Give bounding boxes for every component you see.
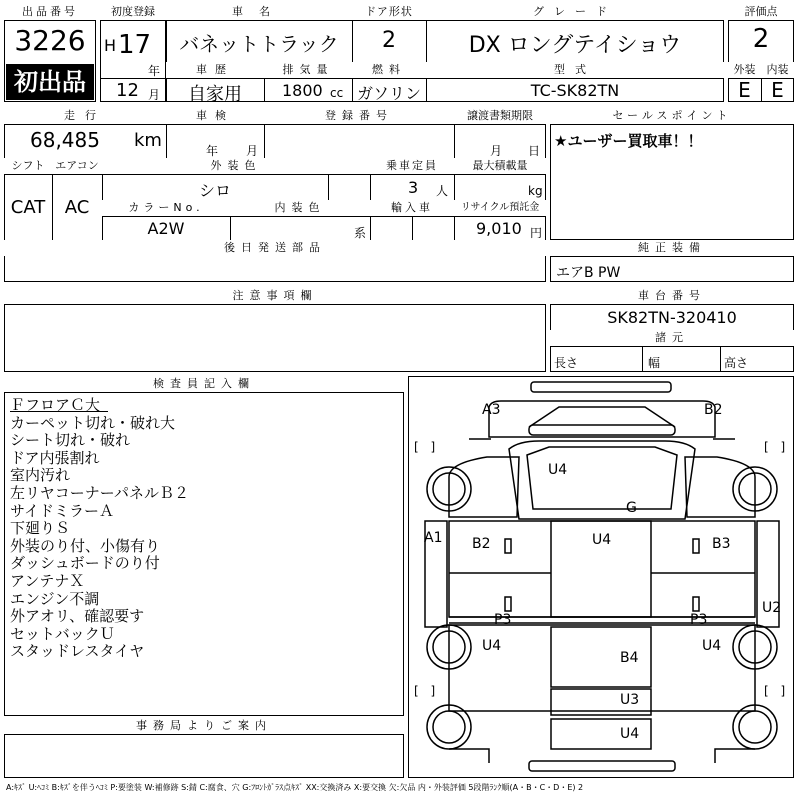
grade-value: DX ロングテイショウ [468, 33, 682, 58]
inspector-note-line: 左リヤコーナーパネルＢ２ [10, 484, 189, 502]
sales-point-box [550, 108, 794, 240]
car-name-label: 車名 [166, 4, 352, 20]
interior-value: E [771, 78, 784, 102]
mark-p3-right: P3 [690, 612, 708, 628]
inspection-year-unit: 年 [206, 144, 219, 158]
mark-g-windshield: G [626, 500, 637, 516]
inspector-note-line: ドア内張割れ [10, 448, 100, 467]
displacement-label: 排気量 [264, 62, 352, 78]
mark-u2-right-side: U2 [762, 600, 782, 616]
mark-b2-front-right: B2 [704, 402, 723, 418]
mark-p3-left: P3 [494, 612, 512, 628]
inspection-label: 車検 [166, 108, 264, 124]
door-label: ドア形状 [352, 4, 426, 20]
inspector-note-line: シート切れ・破れ [10, 431, 131, 450]
int-color-label: 内装色 [230, 200, 370, 216]
inspector-note-line: 外アオリ、確認要す [10, 607, 145, 626]
first-reg-label: 初度登録 [100, 4, 166, 20]
inspector-note-line: スタッドレスタイヤ [10, 642, 145, 661]
recycle-value: 9,010 [476, 219, 522, 238]
genuine-label: 純正装備 [550, 240, 794, 256]
ext-color-value: シロ [198, 181, 231, 200]
height-label: 高さ [724, 356, 749, 370]
exterior-value: E [738, 78, 751, 102]
transfer-label: 譲渡書類期限 [454, 108, 546, 124]
interior-label: 内装 [761, 62, 794, 78]
office-label: 事務局よりご案内 [4, 718, 404, 734]
bracket-right-top: [ ] [764, 440, 786, 454]
lot-number: 3226 [14, 24, 86, 57]
ac-value: AC [64, 197, 90, 218]
sales-point-text: ★ユーザー買取車！！ [554, 132, 703, 150]
mark-b2-left-bed: B2 [472, 536, 491, 552]
genuine-text: エアB PW [556, 265, 621, 281]
int-color-unit: 系 [354, 226, 367, 240]
inspector-note-line: セットバックＵ [10, 624, 115, 643]
load-label: 最大積載量 [454, 158, 546, 174]
legend-text: A:ｷｽﾞ U:ﾍｺﾐ B:ｷｽﾞを伴うﾍｺﾐ P:要塗装 W:補修跡 S:錆 C:腐食、穴 G:ﾌﾛﾝﾄｶﾞﾗｽ点ｷｽﾞ XX:交換済み X:要交換 欠:欠品 内・外装評価 5段階ﾗﾝｸ順(A・B・C・D・E) 2 [6, 783, 584, 792]
later-parts-label: 後日発送部品 [4, 240, 546, 256]
inspector-note-line: サイドミラーＡ [10, 501, 114, 520]
first-listing-badge: 初出品 [6, 64, 94, 100]
recycle-unit: 円 [530, 226, 543, 240]
displacement-unit: cc [330, 86, 344, 100]
capacity-unit: 人 [436, 184, 449, 198]
notes-label: 注意事項欄 [4, 288, 546, 304]
mark-u4-rear-right: U4 [702, 638, 722, 654]
first-reg-year: 17 [118, 30, 152, 60]
mark-b4-rear-bed: B4 [620, 650, 639, 666]
inspector-note-line: エンジン不調 [10, 589, 100, 608]
bracket-left-top: [ ] [414, 440, 436, 454]
damage-diagram [408, 376, 794, 778]
length-label: 長さ [554, 356, 579, 370]
mileage-label: 走行 [4, 108, 166, 124]
inspector-note-line: 外装のり付、小傷有り [10, 536, 161, 555]
mark-u4-cab: U4 [548, 462, 568, 478]
inspector-note-line: アンテナＸ [10, 572, 85, 590]
inspection-month-unit: 月 [246, 144, 259, 158]
load-unit: kg [528, 184, 543, 198]
mark-a1-left-side: A1 [424, 530, 443, 546]
history-value: 自家用 [188, 84, 242, 105]
mark-b3-right-bed: B3 [712, 536, 731, 552]
model-value: TC-SK82TN [530, 81, 620, 100]
inspector-note-line: 室内汚れ [10, 466, 71, 485]
mark-u3-rear-panel: U3 [620, 692, 640, 708]
chassis-value: SK82TN-320410 [607, 308, 737, 327]
bracket-left-bottom: [ ] [414, 684, 436, 698]
mileage-unit: km [134, 130, 162, 151]
import-label: 輸入車 [370, 200, 454, 216]
door-value: 2 [382, 28, 396, 53]
inspector-note-line: 下廻りＳ [10, 519, 71, 538]
fuel-label: 燃料 [352, 62, 426, 78]
ext-color-label: 外装色 [102, 158, 370, 174]
shift-value: CAT [10, 197, 46, 218]
first-reg-month: 12 [116, 80, 139, 101]
grade-label: グレード [426, 4, 724, 20]
month-unit: 月 [148, 88, 161, 102]
car-name: バネットトラック [179, 32, 339, 56]
capacity-label: 乗車定員 [370, 158, 454, 174]
dims-label: 諸元 [550, 330, 794, 346]
model-label: 型式 [426, 62, 724, 78]
truck-top-view-diagram [409, 377, 795, 779]
mileage-value: 68,485 [30, 128, 100, 152]
transfer-day-unit: 日 [528, 144, 541, 158]
history-label: 車歴 [166, 62, 264, 78]
inspector-note-line: ＦフロアＣ大 [10, 396, 101, 414]
plate-label: 登録番号 [264, 108, 454, 124]
score-label: 評価点 [728, 4, 794, 20]
bracket-right-bottom: [ ] [764, 684, 786, 698]
width-label: 幅 [648, 356, 661, 370]
era: H [104, 36, 117, 55]
chassis-label: 車台番号 [550, 288, 794, 304]
mark-a3-front-left: A3 [482, 402, 501, 418]
later-parts-box [4, 256, 546, 282]
inspector-note-line: ダッシュボードのり付 [10, 554, 160, 573]
inspector-note-line: カーペット切れ・破れ大 [10, 413, 176, 432]
mark-u4-rear-bumper: U4 [620, 726, 640, 742]
shift-label: シフト [4, 158, 52, 174]
mark-u4-bed: U4 [592, 532, 612, 548]
displacement-value: 1800 [282, 81, 323, 100]
fuel-value: ガソリン [356, 84, 421, 103]
lot-label: 出品番号 [4, 4, 96, 20]
sales-point-label: セールスポイント [550, 108, 794, 124]
score-value: 2 [752, 24, 770, 54]
capacity-value: 3 [408, 178, 419, 197]
ac-label: エアコン [52, 158, 102, 174]
transfer-month-unit: 月 [490, 144, 503, 158]
inspector-label: 検査員記入欄 [4, 376, 404, 392]
mark-u4-rear-left: U4 [482, 638, 502, 654]
color-no-label: カラーNo. [102, 200, 230, 216]
year-unit: 年 [148, 64, 161, 78]
color-no-value: A2W [147, 219, 185, 238]
exterior-label: 外装 [728, 62, 761, 78]
recycle-label: リサイクル預託金 [454, 200, 546, 216]
